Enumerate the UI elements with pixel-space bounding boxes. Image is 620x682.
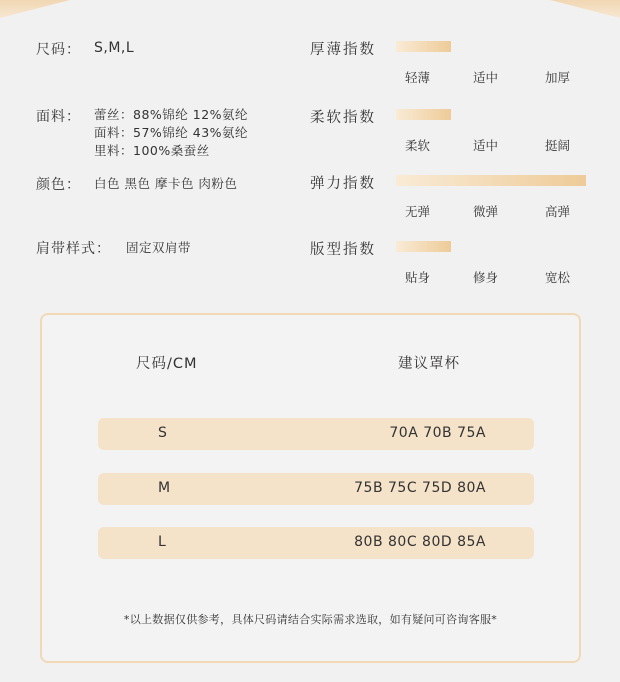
- cup-cell: 70A 70B 75A: [389, 425, 486, 441]
- thickness-option-thin: 轻薄: [405, 70, 431, 85]
- disclaimer-note: *以上数据仅供参考，具体尺码请结合实际需求选取，如有疑问可咨询客服*: [123, 613, 498, 626]
- size-row-l: [98, 527, 534, 559]
- size-cell: S: [158, 425, 167, 441]
- thickness-index-title: 厚薄指数: [310, 42, 376, 58]
- fabric-line-shell: 面料：57%锦纶 43%氨纶: [94, 125, 249, 140]
- strap-label: 肩带样式：: [36, 241, 111, 257]
- fit-option-slim: 修身: [473, 270, 499, 285]
- elasticity-option-none: 无弹: [405, 204, 431, 219]
- fabric-label: 面料：: [36, 109, 81, 125]
- top-left-decoration: [0, 0, 70, 18]
- elasticity-option-high: 高弹: [545, 204, 571, 219]
- size-cell: L: [158, 534, 166, 550]
- top-right-decoration: [550, 0, 620, 18]
- fit-option-tight: 贴身: [405, 270, 431, 285]
- softness-option-firm: 挺阔: [545, 138, 571, 153]
- fabric-line-lace: 蕾丝：88%锦纶 12%氨纶: [94, 107, 249, 122]
- size-value: S,M,L: [94, 40, 135, 56]
- size-column-header: 尺码/CM: [136, 356, 198, 372]
- thickness-option-medium: 适中: [473, 70, 499, 85]
- color-label: 颜色：: [36, 177, 81, 193]
- fit-index-bar: [396, 241, 451, 252]
- size-row-s: [98, 418, 534, 450]
- elasticity-option-slight: 微弹: [473, 204, 499, 219]
- thickness-option-thick: 加厚: [545, 70, 571, 85]
- softness-option-soft: 柔软: [405, 138, 431, 153]
- elasticity-index-bar: [396, 175, 586, 186]
- size-label: 尺码：: [36, 42, 81, 58]
- softness-index-bar: [396, 109, 451, 120]
- softness-option-medium: 适中: [473, 138, 499, 153]
- cup-cell: 75B 75C 75D 80A: [354, 480, 486, 496]
- elasticity-index-title: 弹力指数: [310, 176, 376, 192]
- strap-value: 固定双肩带: [126, 240, 192, 255]
- size-row-m: [98, 473, 534, 505]
- size-cell: M: [158, 480, 171, 496]
- cup-cell: 80B 80C 80D 85A: [354, 534, 486, 550]
- thickness-index-bar: [396, 41, 451, 52]
- color-value: 白色 黑色 摩卡色 肉粉色: [94, 176, 238, 191]
- fit-index-title: 版型指数: [310, 242, 376, 258]
- fabric-line-lining: 里料：100%桑蚕丝: [94, 143, 210, 158]
- fit-option-loose: 宽松: [545, 270, 571, 285]
- cup-column-header: 建议罩杯: [398, 356, 460, 372]
- size-chart-card: [40, 313, 581, 663]
- softness-index-title: 柔软指数: [310, 110, 376, 126]
